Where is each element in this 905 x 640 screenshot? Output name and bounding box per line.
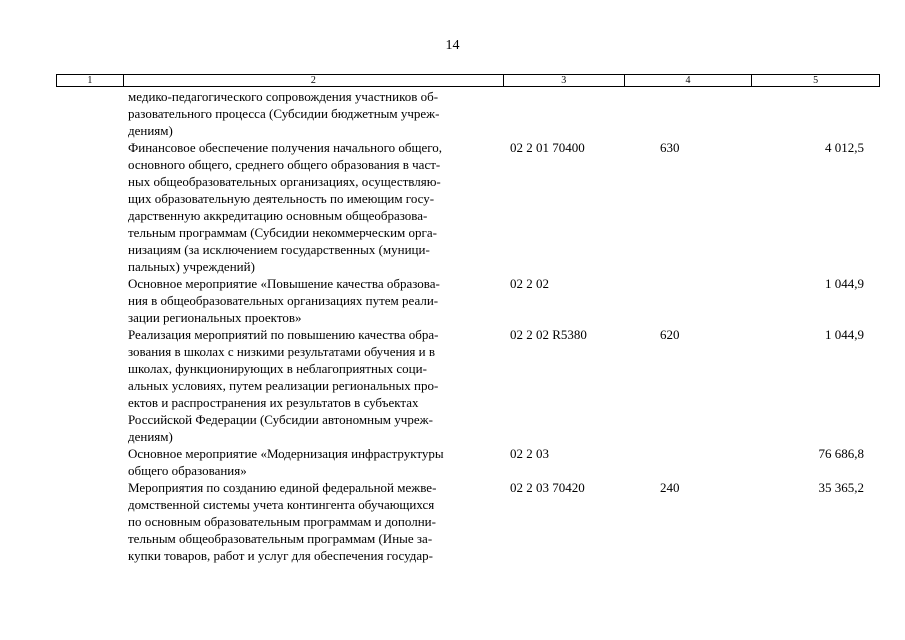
header-col-1: 1 <box>57 75 124 86</box>
page-number: 14 <box>445 38 460 53</box>
header-col-2: 2 <box>124 75 504 86</box>
table-row <box>56 479 880 564</box>
row-code: 02 2 03 <box>510 446 549 461</box>
table-row <box>56 326 880 445</box>
row-sum: 4 012,5 <box>825 140 864 155</box>
row-sum: 76 686,8 <box>818 446 864 461</box>
table-row <box>56 275 880 326</box>
row-sum: 35 365,2 <box>818 480 864 495</box>
row-sum: 1 044,9 <box>825 276 864 291</box>
row-sum: 1 044,9 <box>825 327 864 342</box>
row-name: Финансовое обеспечение получения начального общего, основного общего, среднего общего образования в част- ных общеобразовательных организациях, осуществляю- щих образовательную деятельность по имеющим госу- дарственную аккредитацию основным общеобразова- тельным программам (Субсидии некоммерческим орга- низациям (за исключением государственных (муници- пальных) учреждений) <box>128 140 442 274</box>
row-type: 630 <box>660 140 680 155</box>
row-name: медико-педагогического сопровождения участников об- разовательного процесса (Субсидии бюджетным учреж- дениям) <box>128 89 440 138</box>
row-type: 240 <box>660 480 680 495</box>
header-col-4: 4 <box>625 75 753 86</box>
table-row <box>56 445 880 479</box>
header-col-5: 5 <box>813 75 819 86</box>
row-code: 02 2 01 70400 <box>510 140 585 155</box>
table-header-row <box>56 74 880 87</box>
row-name: Реализация мероприятий по повышению качества обра- зования в школах с низкими результатами обучения и в школах, функционирующих в неблагоприятных соци- альных условиях, путем реализации региональных про- ектов и распространения их результатов в субъектах Российской Федерации (Субсидии автономным учреж- дениям) <box>128 327 439 444</box>
row-code: 02 2 02 <box>510 276 549 291</box>
row-type: 620 <box>660 327 680 342</box>
header-col-3: 3 <box>504 75 625 86</box>
table-body <box>56 88 880 564</box>
row-code: 02 2 03 70420 <box>510 480 585 495</box>
row-name: Основное мероприятие «Повышение качества образова- ния в общеобразовательных организациях путем реали- зации региональных проектов» <box>128 276 440 325</box>
row-name: Основное мероприятие «Модернизация инфраструктуры общего образования» <box>128 446 444 478</box>
table-row <box>56 139 880 275</box>
row-code: 02 2 02 R5380 <box>510 327 587 342</box>
row-name: Мероприятия по созданию единой федеральной межве- домственной системы учета контингента обучающихся по основным образовательным программам и дополни- тельным общеобразовательным программам (Иные за- купки товаров, работ и услуг для обеспечения государ- <box>128 480 437 563</box>
table-row <box>56 88 880 139</box>
